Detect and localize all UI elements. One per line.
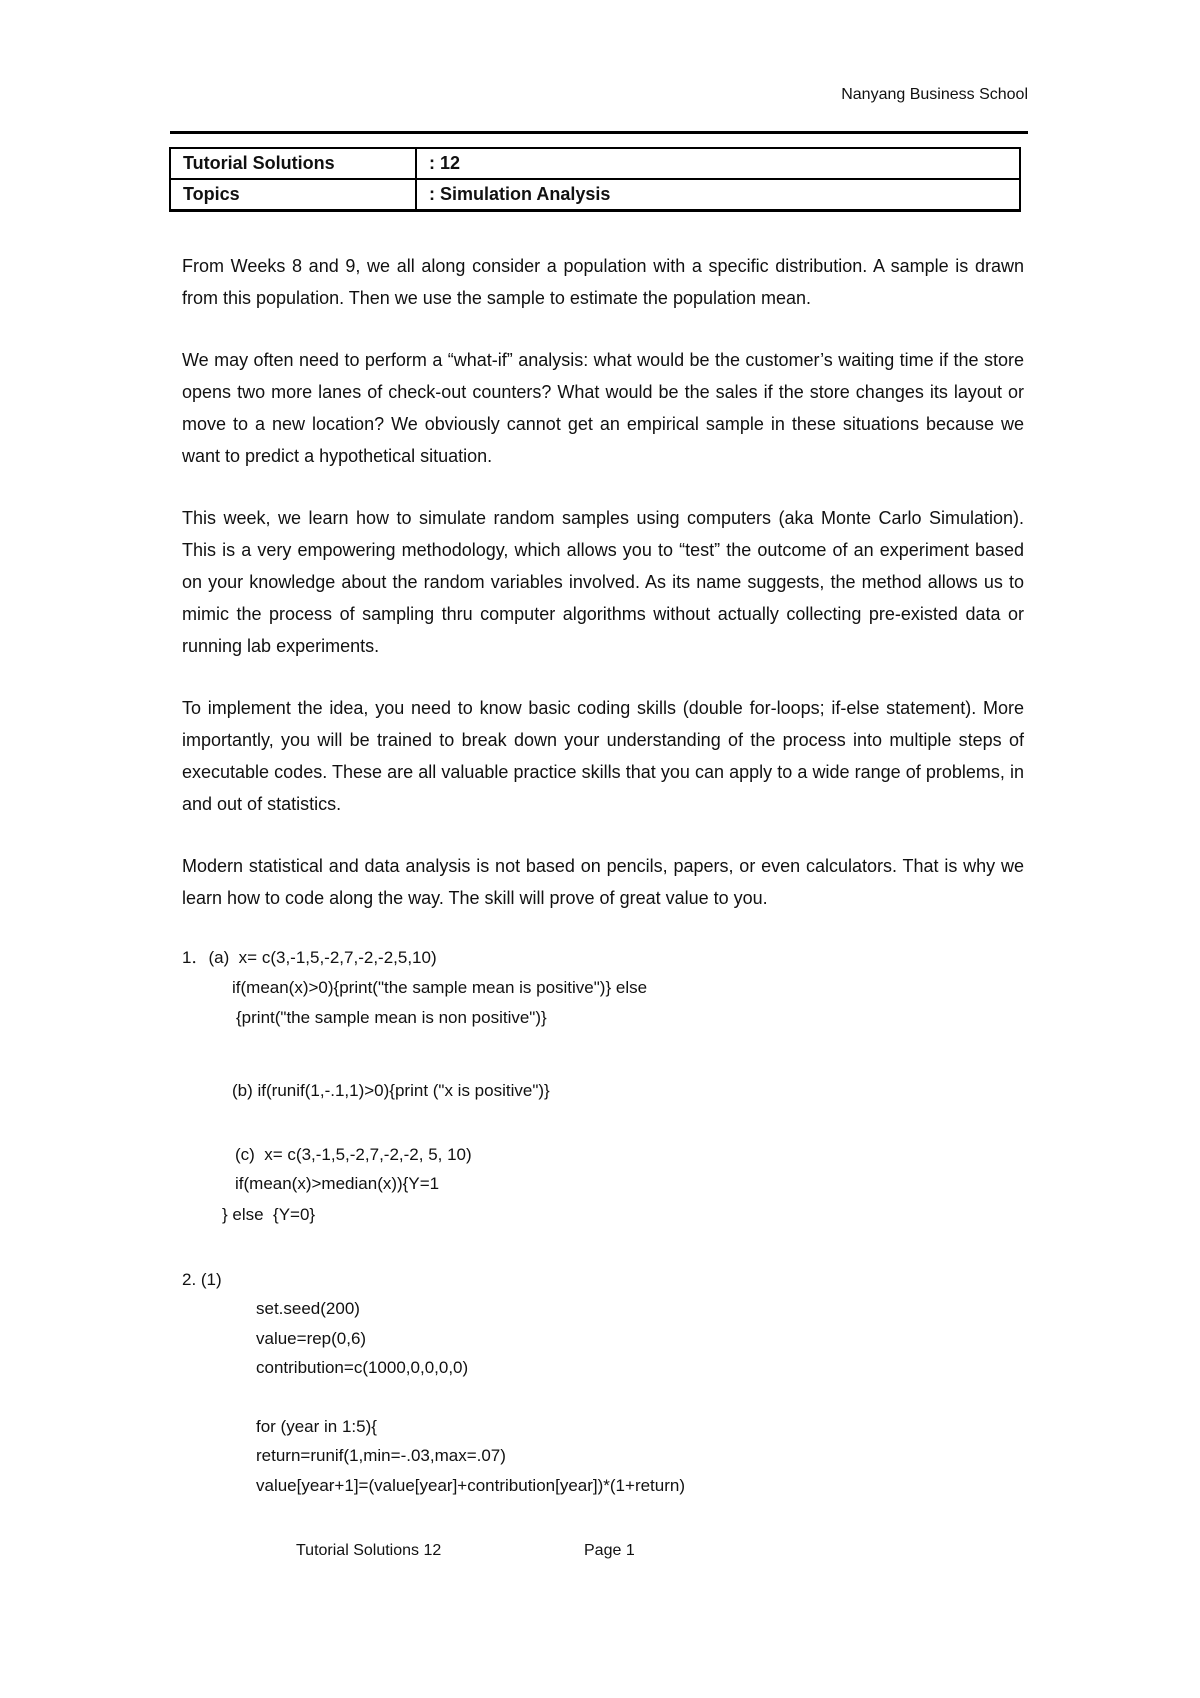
code-line: value[year+1]=(value[year]+contribution[year])*(1+return): [256, 1476, 686, 1495]
code-line: if(mean(x)>0){print("the sample mean is positive")} else: [232, 978, 648, 997]
paragraph: Modern statistical and data analysis is not based on pencils, papers, or even calculators. That is why we learn how to code along the way. The skill will prove of great value to you.: [182, 856, 1024, 908]
code-line: {print("the sample mean is non positive")}: [236, 1008, 547, 1027]
info-value: : 12: [416, 148, 1020, 179]
info-row: [170, 148, 1020, 179]
header-rule: [170, 131, 1028, 134]
code-line: (c) x= c(3,-1,5,-2,7,-2,-2, 5, 10): [235, 1145, 472, 1164]
info-key: Topics: [170, 179, 416, 211]
footer-page-number: Page 1: [584, 1542, 635, 1559]
info-row: [170, 179, 1020, 211]
paragraph: From Weeks 8 and 9, we all along consider a population with a specific distribution. A sample is drawn from this population. Then we use the sample to estimate the population mean.: [182, 256, 1024, 308]
footer-title: Tutorial Solutions 12: [296, 1542, 442, 1559]
paragraph: We may often need to perform a “what-if” analysis: what would be the customer’s waiting time if the store opens two more lanes of check-out counters? What would be the sales if the store changes its layout or move to a new location? We obviously cannot get an empirical sample in these situations because we want to predict a hypothetical situation.: [182, 350, 1024, 466]
code-line: (b) if(runif(1,-.1,1)>0){print ("x is positive")}: [232, 1081, 550, 1100]
code-line: for (year in 1:5){: [256, 1417, 377, 1436]
code-line: 1．(a) x= c(3,-1,5,-2,7,-2,-2,5,10): [182, 948, 437, 967]
code-line: contribution=c(1000,0,0,0,0): [256, 1358, 469, 1377]
info-table: [169, 147, 1021, 212]
code-line: return=runif(1,min=-.03,max=.07): [256, 1446, 506, 1465]
code-line: if(mean(x)>median(x)){Y=1: [235, 1174, 440, 1193]
header-school: Nanyang Business School: [841, 86, 1028, 103]
code-line: 2. (1): [182, 1270, 222, 1289]
paragraph: To implement the idea, you need to know basic coding skills (double for-loops; if-else statement). More importantly, you will be trained to break down your understanding of the process into multiple steps of executable codes. These are all valuable practice skills that you can apply to a wide range of problems, in and out of statistics.: [182, 698, 1024, 814]
info-value: : Simulation Analysis: [416, 179, 1020, 211]
paragraph: This week, we learn how to simulate random samples using computers (aka Monte Carlo Simulation). This is a very empowering methodology, which allows you to “test” the outcome of an experiment based on your knowledge about the random variables involved. As its name suggests, the method allows us to mimic the process of sampling thru computer algorithms without actually collecting pre-existed data or running lab experiments.: [182, 508, 1024, 656]
info-key: Tutorial Solutions: [170, 148, 416, 179]
code-line: } else {Y=0}: [222, 1205, 316, 1224]
code-line: value=rep(0,6): [256, 1329, 367, 1348]
code-line: set.seed(200): [256, 1299, 360, 1318]
